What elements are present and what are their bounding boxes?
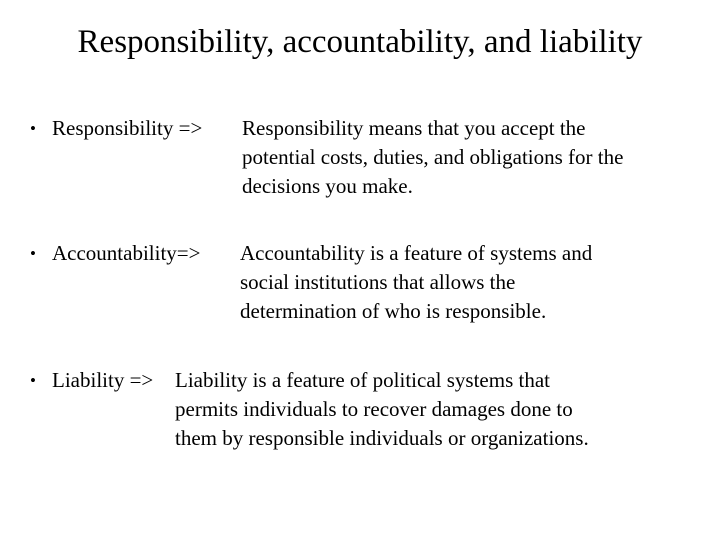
definition-line: Responsibility means that you accept the xyxy=(242,116,586,140)
bullet-dot-icon: • xyxy=(30,244,36,263)
definition-line: decisions you make. xyxy=(242,174,413,198)
definition-line: potential costs, duties, and obligations for the xyxy=(242,145,624,169)
bullet-dot-icon: • xyxy=(30,371,36,390)
bullet-definition xyxy=(242,114,623,201)
definition-line: permits individuals to recover damages done to xyxy=(175,397,573,421)
definition-line: them by responsible individuals or organizations. xyxy=(175,426,589,450)
definition-line: social institutions that allows the xyxy=(240,270,516,294)
definition-line: Accountability is a feature of systems and xyxy=(240,241,593,265)
definition-line: determination of who is responsible. xyxy=(240,299,547,323)
bullet-term: Liability => xyxy=(52,368,154,392)
definition-line: Liability is a feature of political systems that xyxy=(175,368,550,392)
slide-title: Responsibility, accountability, and liability xyxy=(77,24,643,60)
bullet-term: Accountability=> xyxy=(52,241,201,265)
bullet-definition xyxy=(175,366,589,453)
bullet-term: Responsibility => xyxy=(52,116,203,140)
bullet-dot-icon: • xyxy=(30,119,36,138)
bullet-definition xyxy=(240,239,592,326)
